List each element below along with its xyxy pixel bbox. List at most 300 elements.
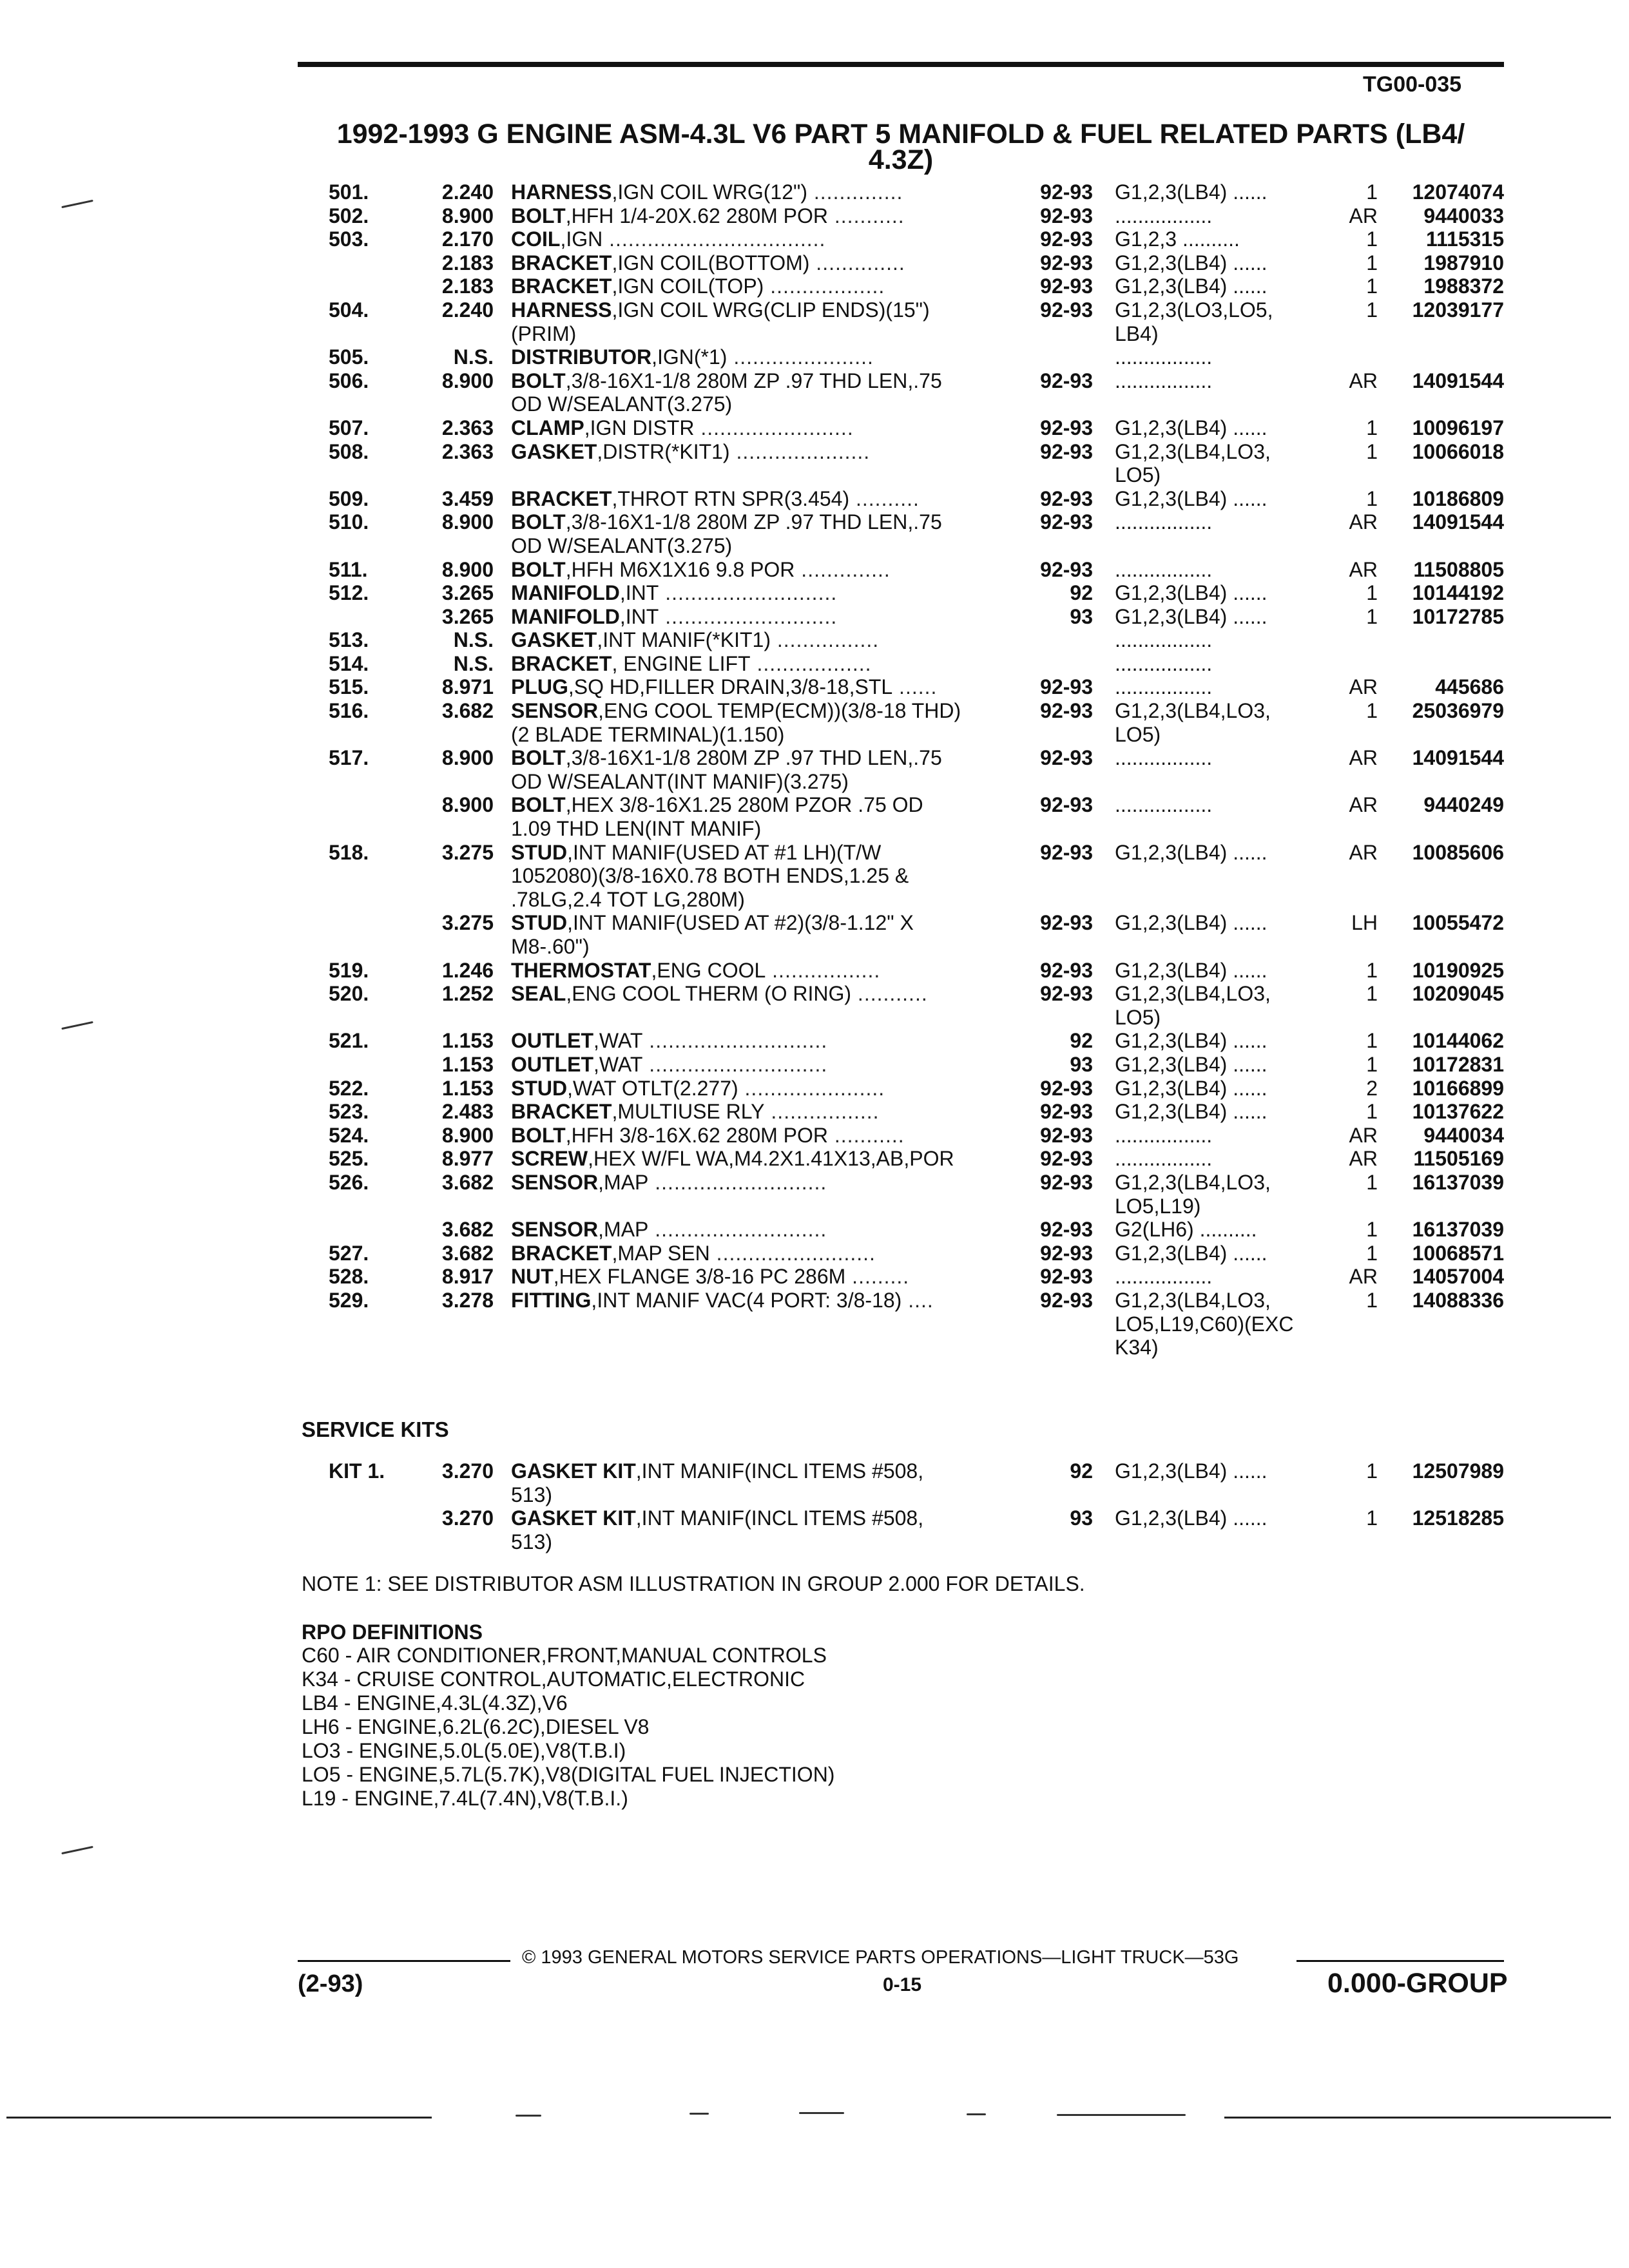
part-description	[511, 699, 1015, 723]
quantity: 1	[1366, 1100, 1378, 1124]
title-line-2: 4.3Z)	[868, 144, 934, 175]
model-year: 92-93	[1040, 958, 1093, 982]
table-row	[0, 392, 1629, 416]
group-number: 3.682	[441, 699, 494, 723]
dot-leader: ..................................	[602, 227, 826, 251]
part-name: BRACKET	[511, 486, 612, 510]
series-usage: G1,2,3(LB4) ......	[1115, 1052, 1268, 1076]
table-row	[0, 1029, 1629, 1053]
part-description	[511, 322, 1015, 346]
table-row	[0, 864, 1629, 888]
quantity: 1	[1366, 486, 1378, 510]
series-usage: .................	[1115, 675, 1213, 699]
model-year: 92	[1070, 1029, 1093, 1053]
part-detail: ,ENG COOL THERM (O RING)	[566, 982, 852, 1006]
part-description	[511, 1147, 1015, 1171]
dot-leader: ..................	[750, 651, 872, 675]
revision-date: (2-93)	[298, 1970, 363, 1997]
part-description	[511, 675, 1015, 699]
part-number: 10172785	[1412, 604, 1504, 628]
group-number: 8.900	[441, 369, 494, 392]
part-description	[511, 911, 1015, 935]
part-number: 10144192	[1412, 581, 1504, 605]
series-usage: .................	[1115, 557, 1213, 581]
part-detail: ,HFH M6X1X16 9.8 POR	[565, 557, 795, 581]
model-year: 92-93	[1040, 1265, 1093, 1289]
part-detail: ,DISTR(*KIT1)	[597, 439, 730, 463]
note-1: NOTE 1: SEE DISTRIBUTOR ASM ILLUSTRATION IN GROUP 2.000 FOR DETAILS.	[302, 1572, 1085, 1595]
table-row	[0, 1195, 1629, 1218]
item-number: 514.	[329, 651, 369, 675]
part-detail: ,IGN COIL(TOP)	[612, 274, 764, 298]
group-number: N.S.	[453, 345, 494, 369]
part-name: SCREW	[511, 1147, 588, 1171]
part-description	[511, 534, 1015, 558]
item-number: 510.	[329, 510, 369, 534]
part-name: BOLT	[511, 557, 566, 581]
part-number: 10085606	[1412, 840, 1504, 864]
part-number: 9440034	[1423, 1123, 1504, 1147]
part-description	[511, 251, 1015, 275]
part-detail: ,MAP SEN	[612, 1241, 710, 1265]
part-number: 25036979	[1412, 699, 1504, 723]
part-number: 1987910	[1423, 251, 1504, 274]
table-row	[0, 1077, 1629, 1100]
item-number: KIT 1.	[329, 1459, 385, 1483]
model-year: 92-93	[1040, 1147, 1093, 1171]
table-row	[0, 487, 1629, 511]
part-detail: (PRIM)	[511, 322, 577, 345]
quantity: AR	[1349, 675, 1378, 699]
part-description	[511, 935, 1015, 959]
dot-leader: .................	[766, 958, 881, 982]
part-name: BOLT	[511, 1123, 566, 1147]
model-year: 92-93	[1040, 1241, 1093, 1265]
quantity: AR	[1349, 1147, 1378, 1171]
group-number: 3.265	[441, 604, 494, 628]
part-number: 10209045	[1412, 982, 1504, 1006]
item-number: 519.	[329, 958, 369, 982]
table-row	[0, 440, 1629, 464]
series-usage: G1,2,3(LB4) ......	[1115, 486, 1268, 510]
part-number: 11508805	[1413, 557, 1504, 581]
group-label: 0.000-GROUP	[1327, 1968, 1508, 1999]
series-usage: LO5)	[1115, 463, 1161, 487]
part-number: 10186809	[1412, 486, 1504, 510]
part-description	[511, 864, 1015, 888]
part-detail: ,MAP	[598, 1218, 649, 1242]
series-usage: .................	[1115, 628, 1213, 652]
part-detail: .78LG,2.4 TOT LG,280M)	[511, 887, 745, 911]
item-number: 511.	[329, 557, 368, 581]
item-number: 518.	[329, 840, 369, 864]
part-description	[511, 817, 1015, 841]
part-name: GASKET KIT	[511, 1459, 636, 1483]
group-number: 8.917	[441, 1265, 494, 1289]
part-detail: ,MULTIUSE RLY	[612, 1100, 765, 1124]
model-year: 92-93	[1040, 911, 1093, 935]
series-usage: G1,2,3(LB4) ......	[1115, 604, 1268, 628]
quantity: 2	[1366, 1076, 1378, 1100]
group-number: 3.275	[441, 911, 494, 935]
quantity: 1	[1366, 298, 1378, 322]
dot-leader: ..............	[795, 557, 891, 581]
table-row	[0, 581, 1629, 605]
part-name: STUD	[511, 840, 568, 864]
series-usage: .................	[1115, 204, 1213, 227]
table-row	[0, 746, 1629, 770]
dot-leader: ....	[901, 1288, 934, 1312]
item-number: 527.	[329, 1241, 369, 1265]
series-usage: G1,2,3(LB4) ......	[1115, 1100, 1268, 1124]
part-name: MANIFOLD	[511, 581, 620, 605]
series-usage: LO5,L19)	[1115, 1194, 1201, 1218]
quantity: 1	[1366, 416, 1378, 439]
series-usage: LO5,L19,C60)(EXC	[1115, 1312, 1294, 1336]
part-detail: ,IGN COIL(BOTTOM)	[612, 251, 810, 274]
quantity: 1	[1366, 439, 1378, 463]
quantity: AR	[1349, 510, 1378, 534]
table-row	[0, 793, 1629, 817]
table-row	[0, 1459, 1629, 1483]
part-number: 1988372	[1423, 274, 1504, 298]
table-row	[0, 723, 1629, 747]
table-row	[0, 935, 1629, 959]
table-row	[0, 1483, 1629, 1507]
table-row	[0, 510, 1629, 534]
rpo-definitions	[302, 1644, 834, 1811]
part-description	[511, 392, 1015, 416]
table-row	[0, 605, 1629, 629]
dot-leader: ........................	[694, 416, 854, 439]
table-row	[0, 1289, 1629, 1312]
group-number: N.S.	[453, 651, 494, 675]
series-usage: G1,2,3(LB4) ......	[1115, 274, 1268, 298]
group-number: 3.275	[441, 840, 494, 864]
model-year: 92-93	[1040, 699, 1093, 723]
table-row	[0, 841, 1629, 865]
table-row	[0, 699, 1629, 723]
series-usage: .................	[1115, 345, 1213, 369]
part-detail: ,IGN DISTR	[584, 416, 695, 439]
dot-leader: ...........................	[648, 1218, 827, 1242]
quantity: AR	[1349, 1123, 1378, 1147]
item-number: 503.	[329, 227, 369, 251]
group-number: 2.170	[441, 227, 494, 251]
series-usage: .................	[1115, 1265, 1213, 1289]
group-number: 1.153	[441, 1052, 494, 1076]
part-name: SENSOR	[511, 1170, 599, 1194]
part-detail: , ENGINE LIFT	[612, 651, 751, 675]
table-row	[0, 534, 1629, 558]
table-row	[0, 652, 1629, 676]
part-description	[511, 628, 1015, 652]
part-name: OUTLET	[511, 1052, 593, 1076]
part-name: HARNESS	[511, 180, 612, 204]
series-usage: .................	[1115, 1123, 1213, 1147]
dot-leader: .........	[845, 1265, 910, 1289]
item-number: 521.	[329, 1029, 369, 1053]
part-detail: ,INT MANIF(INCL ITEMS #508,	[635, 1506, 924, 1530]
table-row	[0, 1218, 1629, 1242]
group-number: 2.183	[441, 274, 494, 298]
copyright-text: © 1993 GENERAL MOTORS SERVICE PARTS OPERATIONS—LIGHT TRUCK—53G	[522, 1947, 1239, 1968]
series-usage: LO5)	[1115, 1005, 1161, 1029]
table-row	[0, 1530, 1629, 1554]
document-id: TG00-035	[1363, 72, 1462, 97]
quantity: 1	[1366, 699, 1378, 723]
table-row	[0, 1053, 1629, 1077]
series-usage: LO5)	[1115, 722, 1161, 746]
series-usage: G1,2,3(LB4) ......	[1115, 840, 1268, 864]
quantity: AR	[1349, 1265, 1378, 1289]
part-description	[511, 1218, 1015, 1242]
table-row	[0, 888, 1629, 912]
quantity: AR	[1349, 793, 1378, 817]
table-row	[0, 911, 1629, 935]
series-usage: G1,2,3(LB4,LO3,	[1115, 1288, 1271, 1312]
item-number: 504.	[329, 298, 369, 322]
group-number: 8.977	[441, 1147, 494, 1171]
quantity: 1	[1366, 581, 1378, 605]
part-number: 10144062	[1412, 1029, 1504, 1053]
model-year: 92-93	[1040, 439, 1093, 463]
part-number: 10190925	[1412, 958, 1504, 982]
part-description	[511, 345, 1015, 369]
series-usage: .................	[1115, 369, 1213, 392]
part-description	[511, 1506, 1015, 1530]
quantity: AR	[1349, 369, 1378, 392]
model-year: 92-93	[1040, 416, 1093, 439]
item-number: 508.	[329, 439, 369, 463]
parts-table	[0, 180, 1629, 1360]
part-detail: OD W/SEALANT(3.275)	[511, 392, 733, 416]
part-description	[511, 1459, 1015, 1483]
item-number: 516.	[329, 699, 369, 723]
item-number: 523.	[329, 1100, 369, 1124]
series-usage: G1,2,3(LB4) ......	[1115, 416, 1268, 439]
part-name: BRACKET	[511, 251, 612, 274]
part-number: 10137622	[1412, 1100, 1504, 1124]
part-detail: 1052080)(3/8-16X0.78 BOTH ENDS,1.25 &	[511, 864, 909, 888]
group-number: N.S.	[453, 628, 494, 652]
part-description	[511, 723, 1015, 747]
footer-rule-right	[1296, 1960, 1504, 1962]
part-name: NUT	[511, 1265, 554, 1289]
service-kits-table	[0, 1459, 1629, 1553]
table-row	[0, 1147, 1629, 1171]
quantity: 1	[1366, 1288, 1378, 1312]
group-number: 2.183	[441, 251, 494, 274]
dot-leader: ..........	[849, 486, 920, 510]
group-number: 3.459	[441, 486, 494, 510]
dot-leader: ............................	[642, 1052, 828, 1076]
scan-artifact-mark	[799, 2112, 844, 2114]
table-row	[0, 369, 1629, 393]
group-number: 1.153	[441, 1029, 494, 1053]
model-year: 92-93	[1040, 180, 1093, 204]
model-year: 93	[1070, 1506, 1093, 1530]
scan-artifact-line	[1224, 2117, 1611, 2119]
part-description	[511, 652, 1015, 676]
scan-artifact-mark	[689, 2113, 709, 2115]
part-number: 10096197	[1412, 416, 1504, 439]
model-year: 92-93	[1040, 1288, 1093, 1312]
part-description	[511, 487, 1015, 511]
part-detail: ,IGN COIL WRG(12")	[612, 180, 807, 204]
dot-leader: ..................	[764, 274, 885, 298]
part-description	[511, 841, 1015, 865]
dot-leader: ...........................	[659, 604, 838, 628]
part-description	[511, 1289, 1015, 1312]
rpo-item: LB4 - ENGINE,4.3L(4.3Z),V6	[302, 1691, 568, 1715]
series-usage: G1,2,3(LB4,LO3,	[1115, 982, 1271, 1006]
part-description	[511, 1242, 1015, 1265]
dot-leader: ..............	[809, 251, 905, 274]
group-number: 8.900	[441, 746, 494, 770]
part-detail: OD W/SEALANT(INT MANIF)(3.275)	[511, 769, 849, 793]
part-number: 9440249	[1423, 793, 1504, 817]
part-name: OUTLET	[511, 1029, 593, 1053]
part-name: SEAL	[511, 982, 566, 1006]
table-row	[0, 558, 1629, 582]
part-detail: ,HEX 3/8-16X1.25 280M PZOR .75 OD	[565, 793, 923, 817]
part-description	[511, 274, 1015, 298]
item-number: 505.	[329, 345, 369, 369]
group-number: 2.363	[441, 439, 494, 463]
part-name: BOLT	[511, 510, 566, 534]
series-usage: LB4)	[1115, 322, 1159, 345]
quantity: 1	[1366, 251, 1378, 274]
dot-leader: ...........................	[648, 1170, 827, 1194]
part-detail: 513)	[511, 1530, 553, 1553]
title-line-1: 1992-1993 G ENGINE ASM-4.3L V6 PART 5 MANIFOLD & FUEL RELATED PARTS (LB4/	[336, 119, 1465, 149]
part-name: FITTING	[511, 1288, 592, 1312]
series-usage: G1,2,3(LB4) ......	[1115, 911, 1268, 935]
model-year: 92-93	[1040, 840, 1093, 864]
part-detail: ,IGN(*1)	[651, 345, 728, 369]
part-description	[511, 227, 1015, 251]
table-row	[0, 1006, 1629, 1030]
model-year: 92	[1070, 581, 1093, 605]
part-detail: ,MAP	[598, 1170, 649, 1194]
table-row	[0, 770, 1629, 794]
table-row	[0, 298, 1629, 322]
quantity: AR	[1349, 204, 1378, 227]
series-usage: G1,2,3(LB4,LO3,	[1115, 439, 1271, 463]
series-usage: G1,2,3(LB4) ......	[1115, 1029, 1268, 1053]
scan-artifact-mark	[61, 1846, 93, 1854]
table-row	[0, 180, 1629, 204]
rpo-item: C60 - AIR CONDITIONER,FRONT,MANUAL CONTROLS	[302, 1644, 827, 1667]
series-usage: G1,2,3(LB4) ......	[1115, 958, 1268, 982]
part-name: HARNESS	[511, 298, 612, 322]
part-detail: ,INT MANIF(INCL ITEMS #508,	[635, 1459, 924, 1483]
item-number: 528.	[329, 1265, 369, 1289]
table-row	[0, 982, 1629, 1006]
scan-artifact-line	[6, 2117, 432, 2119]
table-row	[0, 416, 1629, 440]
part-number: 12507989	[1412, 1459, 1504, 1483]
top-rule	[298, 62, 1504, 67]
part-number: 12039177	[1412, 298, 1504, 322]
group-number: 3.270	[441, 1506, 494, 1530]
part-description	[511, 558, 1015, 582]
table-row	[0, 1336, 1629, 1360]
group-number: 2.240	[441, 180, 494, 204]
series-usage: K34)	[1115, 1336, 1159, 1360]
group-number: 8.900	[441, 793, 494, 817]
dot-leader: .................	[764, 1100, 880, 1124]
model-year: 92-93	[1040, 251, 1093, 274]
scan-artifact-mark	[1057, 2114, 1186, 2116]
part-description	[511, 605, 1015, 629]
item-number: 509.	[329, 486, 369, 510]
group-number: 3.278	[441, 1288, 494, 1312]
rpo-item: LO5 - ENGINE,5.7L(5.7K),V8(DIGITAL FUEL INJECTION)	[302, 1763, 835, 1786]
part-description	[511, 416, 1015, 440]
group-number: 8.971	[441, 675, 494, 699]
group-number: 8.900	[441, 510, 494, 534]
part-description	[511, 959, 1015, 983]
group-number: 3.682	[441, 1170, 494, 1194]
group-number: 2.363	[441, 416, 494, 439]
part-detail: ,HEX W/FL WA,M4.2X1.41X13,AB,POR	[588, 1147, 954, 1171]
table-row	[0, 1506, 1629, 1530]
quantity: LH	[1351, 911, 1378, 935]
model-year: 92-93	[1040, 1170, 1093, 1194]
series-usage: G1,2,3(LB4) ......	[1115, 1241, 1268, 1265]
series-usage: G1,2,3(LB4,LO3,	[1115, 1170, 1271, 1194]
item-number: 517.	[329, 746, 369, 770]
part-detail: (2 BLADE TERMINAL)(1.150)	[511, 722, 785, 746]
series-usage: G1,2,3(LB4) ......	[1115, 581, 1268, 605]
part-description	[511, 1077, 1015, 1100]
part-detail: ,ENG COOL TEMP(ECM))(3/8-18 THD)	[598, 699, 961, 723]
part-detail: ,INT MANIF(*KIT1)	[597, 628, 771, 652]
group-number: 8.900	[441, 1123, 494, 1147]
part-detail: ,ENG COOL	[651, 958, 766, 982]
quantity: 1	[1366, 274, 1378, 298]
part-detail: ,3/8-16X1-1/8 280M ZP .97 THD LEN,.75	[565, 510, 942, 534]
series-usage: .................	[1115, 793, 1213, 817]
model-year: 92	[1070, 1459, 1093, 1483]
table-row	[0, 1171, 1629, 1195]
part-description	[511, 1171, 1015, 1195]
model-year: 92-93	[1040, 486, 1093, 510]
dot-leader: .........................	[709, 1241, 876, 1265]
group-number: 3.682	[441, 1218, 494, 1242]
part-description	[511, 581, 1015, 605]
table-row	[0, 274, 1629, 298]
model-year: 92-93	[1040, 274, 1093, 298]
quantity: AR	[1349, 746, 1378, 770]
model-year: 93	[1070, 604, 1093, 628]
part-description	[511, 1483, 1015, 1507]
part-name: GASKET	[511, 439, 597, 463]
model-year: 92-93	[1040, 510, 1093, 534]
table-row	[0, 463, 1629, 487]
dot-leader: ......................	[738, 1076, 885, 1100]
model-year: 92-93	[1040, 982, 1093, 1006]
part-name: BRACKET	[511, 1241, 612, 1265]
quantity: 1	[1366, 982, 1378, 1006]
part-number: 14091544	[1412, 746, 1504, 770]
part-number: 14057004	[1412, 1265, 1504, 1289]
table-row	[0, 1242, 1629, 1265]
part-name: GASKET	[511, 628, 597, 652]
part-description	[511, 1100, 1015, 1124]
